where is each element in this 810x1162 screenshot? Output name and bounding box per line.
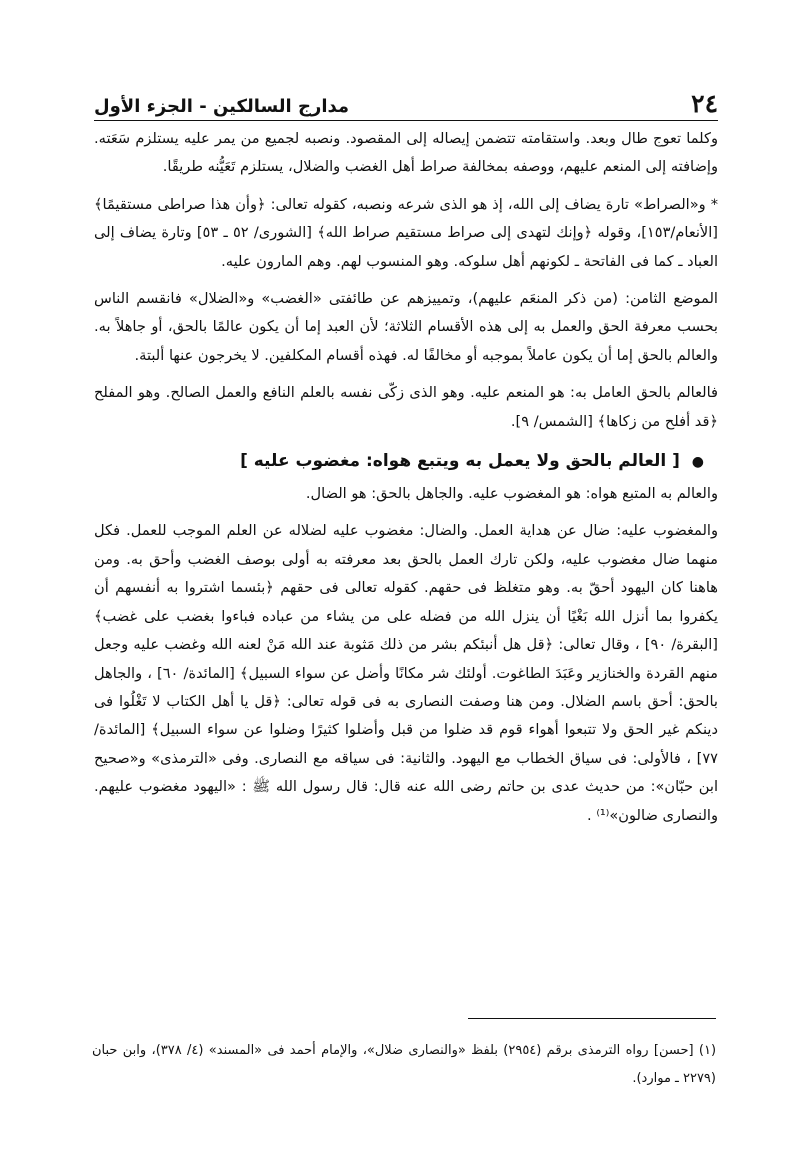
bullet-icon: ●	[691, 454, 704, 471]
section-heading	[94, 445, 718, 478]
footnote-divider	[468, 1018, 716, 1019]
paragraph-3: الموضع الثامن: (من ذكر المنعَم عليهم)، وتمييزهم عن طائفتى «الغضب» و«الضلال» فانقسم الناس بحسب معرفة الحق والعمل به إلى هذه الأقسام الثلاثة؛ لأن العبد إما أن يكون عالمًا بالحق، أو جاهلاً به. والعالم بالحق إما أن يكون عاملاً بموجبه أو مخالفًا له. فهذه أقسام المكلفين. لا يخرجون عنها ألبتة.	[94, 290, 718, 364]
footnote: (١) [حسن] رواه الترمذى برقم (٢٩٥٤) بلفظ «والنصارى ضلال»، والإمام أحمد فى «المسند» (٤/ ٣٧٨)، وابن حبان (٢٢٧٩ ـ موارد).	[92, 1043, 717, 1086]
section-heading-text: [ العالم بالحق ولا يعمل به ويتبع هواه: مغضوب عليه ]	[240, 451, 680, 472]
paragraph-6: والمغضوب عليه: ضال عن هداية العمل. والضال: مغضوب عليه لضلاله عن العلم الموجب للعمل. فكل منهما ضال مغضوب عليه، ولكن تارك العمل بالحق بعد معرفته به أولى بوصف الغضب وأحق به. ومن هاهنا كان اليهود أحقّ به. وهو متغلظ فى حقهم. كقوله تعالى فى حقهم ﴿بئسما اشتروا به أنفسهم أن يكفروا بما أنزل الله بَغْيًا أن ينزل الله من فضله على من يشاء من عباده فباءوا بغضب على غضب﴾ [البقرة/ ٩٠] ، وقال تعالى: ﴿قل هل أنبئكم بشر من ذلك مَثوبة عند الله مَنْ لعنه الله وغضب عليه وجعل منهم القردة والخنازير وعَبَدَ الطاغوت. أولئك شر مكانًا وأضل عن سواء السبيل﴾ [المائدة/ ٦٠] ، والجاهل بالحق: أحق باسم الضلال. ومن هنا وصفت النصارى به فى قوله تعالى: ﴿قل يا أهل الكتاب لا تَغْلُوا فى دينكم غير الحق ولا تتبعوا أهواء قوم قد ضلوا من قبل وأضلوا كثيرًا وضلوا عن سواء السبيل﴾ [المائدة/ ٧٧] ، فالأولى: فى سياق الخطاب مع اليهود. والثانية: فى سياقه مع النصارى. وفى «الترمذى» و«صحيح ابن حبّان»: من حديث عدى بن حاتم رضى الله عنه قال: قال رسول الله ﷺ : «اليهود مغضوب عليهم. والنصارى ضالون»⁽¹⁾ .	[94, 522, 718, 824]
paragraph-5: والعالم به المتبع هواه: هو المغضوب عليه. والجاهل بالحق: هو الضال.	[305, 485, 718, 503]
paragraph-4: فالعالم بالحق العامل به: هو المنعم عليه. وهو الذى زكّى نفسه بالعلم النافع والعمل الصالح. وهو المفلح ﴿قد أفلح من زكاها﴾ [الشمس/ ٩].	[94, 384, 718, 430]
page-header	[94, 78, 718, 121]
paragraph-2: * و«الصراط» تارة يضاف إلى الله، إذ هو الذى شرعه ونصبه، كقوله تعالى: ﴿وأن هذا صراطى مستقيمًا﴾ [الأنعام/١٥٣]، وقوله ﴿وإنك لتهدى إلى صراط مستقيم صراط الله﴾ [الشورى/ ٥٢ ـ ٥٣] وتارة يضاف إلى العباد ـ كما فى الفاتحة ـ لكونهم أهل سلوكه. وهو المنسوب لهم. وهم المارون عليه.	[94, 195, 718, 270]
page-body	[94, 125, 718, 830]
paragraph-1: وكلما تعوج طال وبعد. واستقامته تتضمن إيصاله إلى المقصود. ونصبه لجميع من يمر عليه يستلزم سَعَته. وإضافته إلى المنعم عليهم، ووصفه بمخالفة صراط أهل الغضب والضلال، يستلزم تَعَيُّنه طريقًا.	[94, 130, 718, 176]
page-number: ٢٤	[691, 89, 718, 118]
running-title: مدارج السالكين - الجزء الأول	[94, 96, 350, 117]
